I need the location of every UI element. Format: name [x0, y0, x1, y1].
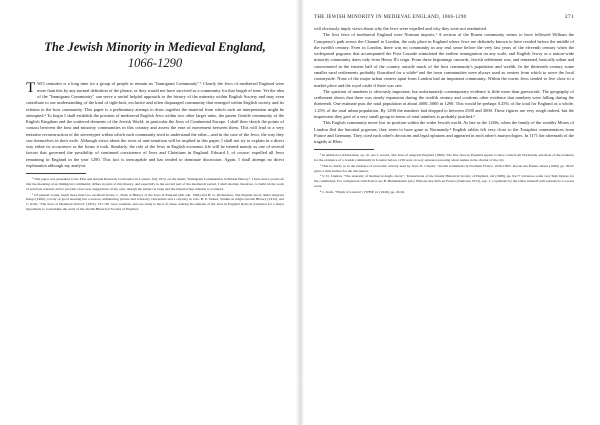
- footnote-rule: [314, 149, 374, 150]
- drop-cap: T: [26, 80, 36, 97]
- paragraph-text: WO centuries is a long time for a group of people to remain an "Immigrant Community".¹ Clearly the Jews of mediaeval England were more than this by any normal definition of the phrase, or they would not have survived as a community for that length of time. Yet the idea of the "Immigrant Community" can serve a useful helpful approach to the history of the minority within English Society and may even contribute to our understanding of the kind of tight-knit, exclusive and often disparaged community that emerged within English society and its relation to the host community. This paper is a preliminary attempt to draw together the material from which such an interpretation might be attempted.² To begin I shall establish the position of mediaeval English Jews within two other larger units, the parent Gentile community of the English Kingdom and the scattered elements of the Jewish World, in particular the Jews of Continental Europe. I shall then sketch the points of contact between the host and minority communities in this country and assess the ease of movement between them. This will lead to a very tentative reconstruction of the stereotypes within which each community tried to understand the other—and in the case of the Jews, the way they saw themselves in their exile. Although views about the roots of anti-semitism will be implied in this paper, I shall not try to explain in a direct way either its occurrence or the forms it took. Similarly, the role of the Jews in English economic life will be treated mainly as one of several factors that governed the possibility of continued coexistence of Jews and Christians in England. Edward I, of course, expelled all Jews remaining in England in the year 1290. This fact is inescapable and has tended to dominate discussion. Again, I shall attempt no direct explanation although my analysis: [26, 81, 284, 169]
- footnote: ¹ This paper was presented to the First and Annual Research Conference in London, July 1972, on the theme "Immigrant Communities in British History". I have had to point out that the meaning of an immigrant community differs in parts of this history, and especially in the second part of the mediaeval period. I shall attempt, therefore, to build on the work of previous scholars and to provide a few new suggestions of my own, though the subject is large and the material that remains is scattered.: [26, 177, 284, 191]
- right-body: [314, 26, 574, 145]
- page-number: 271: [564, 14, 574, 20]
- running-head-title: THE JEWISH MINORITY IN MEDIEVAL ENGLAND, 1066-1290: [314, 15, 467, 20]
- footnote-rule: [26, 173, 86, 174]
- running-head: [314, 14, 574, 20]
- article-subtitle: 1066-1290: [127, 56, 183, 71]
- left-footnotes: [26, 177, 284, 211]
- footnote: ⁴ C. Roth, "Elijah of London", TJHSE xv (1946), pp. 29-62.: [320, 189, 406, 194]
- left-body: [26, 81, 284, 169]
- footnote: ³ V. D. Lipman, "The anatomy of mediaeval Anglo-Jewry", Transactions of the Jewish Historical Society of England, xxi (1968), pp. 64-77 advances some very high figures for the community. For comparison with France see B. Blumenkranz (ed.), Histoire des Juifs en France (Toulouse 1972), esp. 1; a synthesis by the editor himself with references to recent work.: [314, 174, 574, 188]
- footnote: ² This is clearly so in the evidence of economic activity used by Jews. R. Chazan, "Jewish settlements in Northern France, 1096-1306", Revue des Études Juives (1969), pp. 39-65 gives a little further for the discussion.: [314, 163, 574, 173]
- body-paragraph: [26, 81, 284, 169]
- right-footnotes: [314, 153, 574, 194]
- footnote: ¹ In addition to Richardson, op. cit. see J. Jacobs, The Jews of Angevin England (1893). The first Jews in England appear to have come from Normandy and most of the evidence for the existence of a Jewish community in London before 1130 rests on very tenuous reasoning about names in the charter of the city.: [314, 153, 574, 163]
- article-title: The Jewish Minority in Medieval England,: [44, 40, 266, 54]
- body-paragraph: will obviously imply views about why the Jews were expelled and why they were not readmitted.: [314, 26, 488, 31]
- footnote: ² Of general works, much more than two excellent books, C. Roth, A History of the Jews in England (4th edn. 1964) and H. G. Richardson, The English Jewry under Angevin Kings (1960), a body of good learning but a narrow, unflattering picture and scholarly viewpoints and a capacity in vols. H. P. Stokes, Studies in Anglo-Jewish History (1913), and C. Roth, "The Jews of Medieval Oxford" (1951), 157-181 were valuable, and one study is most of value. Among Documents of the Jews in England Rolls in particular for a major hypothesis to consolidate the work of the Jewish Historical Society of England.: [26, 192, 284, 211]
- right-page: [300, 0, 600, 425]
- body-paragraph: The question of numbers is obviously important, but unfortunately contemporary evidence is little more than guesswork. The geography of settlement shows that there was steady expansion during the twelfth century and confirms other evidence that numbers were falling during the thirteenth. One estimate puts the total population at about 4000–5000 in 1290. This would be perhaps 0.25% of the total for England as a whole, 1.25% of the total urban population. By 1290 the numbers had dropped to between 2500 and 3000. These figures are very rough indeed, but the impression they give of a very small group in terms of total numbers is probably justified.³: [314, 88, 574, 119]
- body-paragraph: The first Jews of mediaeval England were Norman imports.¹ A section of the Rouen community seems to have followed William the Conqueror's path across the Channel to London, the only place in England where Jews are definitely known to have resided before the middle of the twelfth century. Even in London, there was no community in any real sense before the very last years of the eleventh century when the widespread pogroms that accompanied the First Crusade stimulated the earliest immigration on any scale, and English Jewry as a nation-wide minority community dates only from Henry II's reign. From these beginnings onwards, Jewish settlement was, and remained, basically urban and concentrated in the eastern half of the country outside much of the host community's population and wealth. In the thirteenth century some smaller rural settlements probably flourished for a while² and the town communities were always used as centres from which to serve the local countryside. None of the major urban centres apart from London had an important community. Within the towns Jews tended to live close to a market place and the royal castle if there was one.: [314, 32, 574, 88]
- body-paragraph: This English community never lost its position within the wider Jewish world. As late as the 1260s, when the family of the wealthy Moses of London fled the baronial pogroms, they seem to have gone to Normandy.⁴ English rabbis felt very close to the Tosaphist commentators from France and Germany. They cited each other's decisions and legal opinions and appeared in each other's martyrologies. In 1171 the aftermath of the tragedy at Blois: [314, 120, 574, 145]
